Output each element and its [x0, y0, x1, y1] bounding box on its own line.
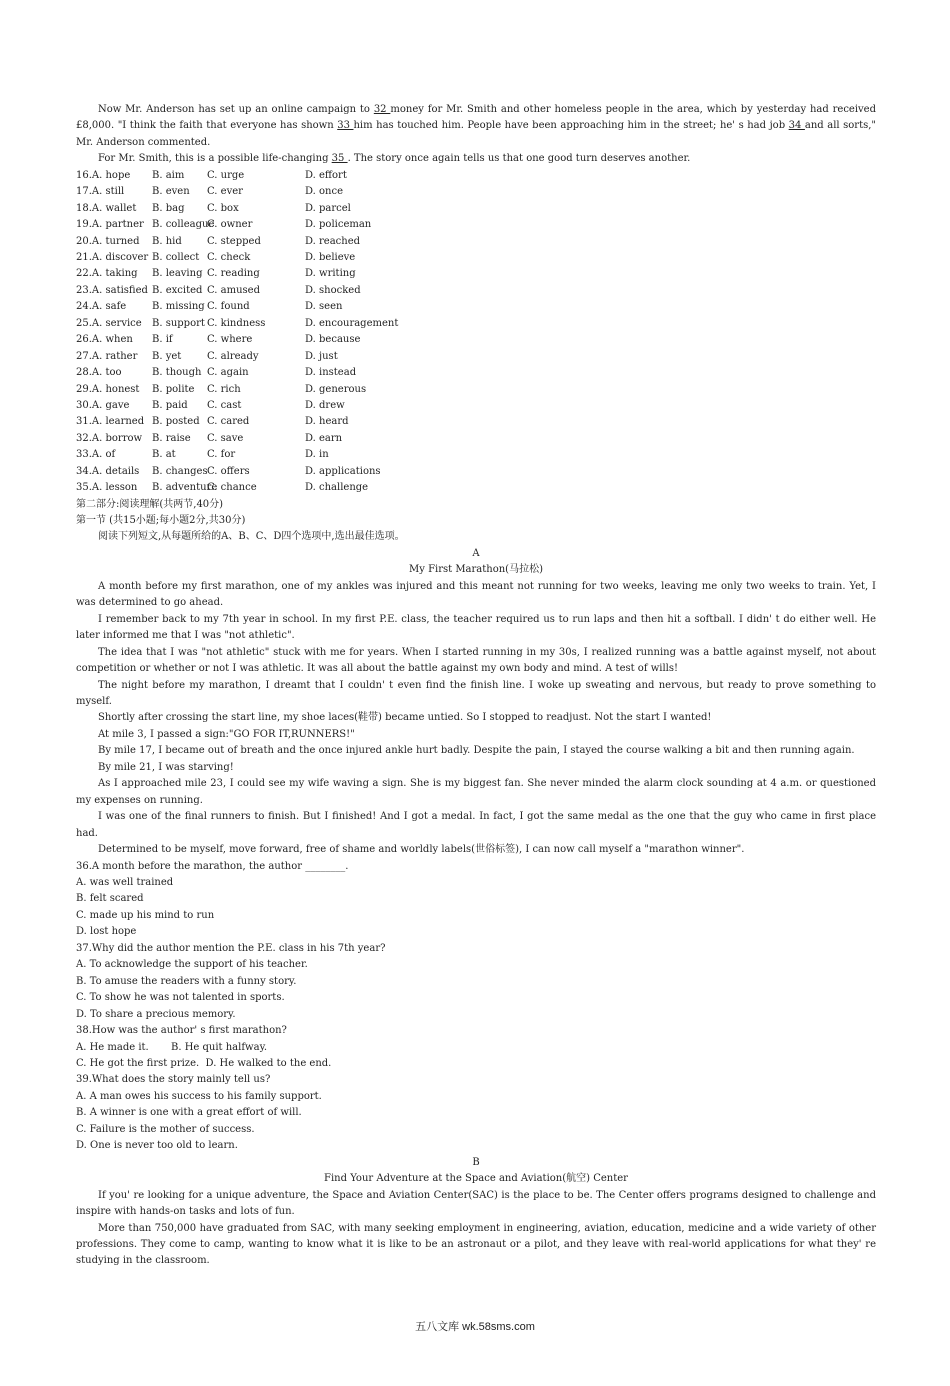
document-page	[76, 102, 876, 1270]
option-text: A. borrow	[91, 432, 143, 444]
option-d: D. writing	[305, 268, 356, 280]
option-a	[76, 299, 126, 315]
question-line: C. He got the first prize. D. He walked to the end.	[76, 1057, 332, 1069]
text-run: and all sorts," Mr. Anderson commented.	[76, 120, 876, 148]
option-text: A. of	[91, 449, 116, 461]
question-number: 25.	[76, 317, 92, 329]
option-row	[76, 414, 876, 430]
option-c: C. owner	[207, 219, 253, 231]
option-a	[76, 217, 144, 233]
option-d: D. policeman	[305, 219, 372, 231]
option-a	[76, 480, 137, 496]
option-a	[76, 365, 122, 381]
paragraph: At mile 3, I passed a sign:"GO FOR IT,RUNNERS!"	[98, 728, 355, 740]
option-c: C. cast	[207, 399, 242, 411]
question-number: 30.	[76, 399, 92, 411]
option-c: C. check	[207, 252, 251, 263]
option-b: B. polite	[152, 383, 195, 395]
option-d: D. because	[305, 334, 361, 346]
option-b: B. colleague	[152, 219, 215, 231]
option-c: C. again	[207, 367, 249, 379]
option-text: A. service	[91, 317, 142, 329]
question-line: C. To show he was not talented in sports.	[76, 992, 285, 1004]
cloze-paragraph-1	[76, 102, 876, 151]
blank-34: 34	[788, 120, 805, 132]
passage-b-title: Find Your Adventure at the Space and Aviation(航空) Center	[324, 1173, 628, 1185]
option-b: B. even	[152, 186, 190, 198]
option-row	[76, 250, 876, 266]
question-line: 37.Why did the author mention the P.E. class in his 7th year?	[76, 942, 386, 954]
option-d: D. earn	[305, 432, 343, 444]
question-number: 17.	[76, 186, 92, 198]
option-row	[76, 201, 876, 217]
text-run: money for Mr. Smith and other homeless people in the area, which by yesterday had received £8,000. "I think the faith that everyone has shown	[76, 104, 877, 132]
instruction: 阅读下列短文,从每题所给的A、B、C、D四个选项中,选出最佳选项。	[98, 531, 405, 543]
option-text: A. satisfied	[91, 284, 148, 296]
option-a	[76, 201, 136, 217]
question-number: 35.	[76, 482, 92, 494]
question-number: 20.	[76, 235, 92, 247]
passage-a-title: My First Marathon(马拉松)	[409, 564, 543, 576]
option-row	[76, 349, 876, 365]
option-row	[76, 398, 876, 414]
question-line: C. made up his mind to run	[76, 909, 215, 921]
paragraph: By mile 17, I became out of breath and the once injured ankle hurt badly. Despite the pain, I stayed the course walking a bit and then running again.	[98, 745, 855, 757]
passage-a-questions	[76, 859, 876, 1155]
paragraph: Determined to be myself, move forward, free of shame and worldly labels(世俗标签), I can now call myself a "marathon winner".	[98, 844, 745, 856]
question-line: A. He made it. B. He quit halfway.	[76, 1041, 268, 1053]
option-d: D. applications	[305, 465, 381, 477]
paragraph: More than 750,000 have graduated from SAC, with many seeking employment in engineering, aviation, education, medicine and a wide variety of other professions. They come to camp, wanting to know what it is like to be an astronaut or a pilot, and they leave with real-world applications for what they' re studying in the classroom.	[76, 1222, 876, 1267]
paragraph: A month before my first marathon, one of my ankles was injured and this meant not running for two weeks, leaving me only two weeks to train. Yet, I was determined to go ahead.	[76, 580, 876, 609]
option-d: D. heard	[305, 416, 349, 428]
option-d: D. reached	[305, 235, 361, 247]
question-line: D. One is never too old to learn.	[76, 1140, 238, 1152]
option-b: B. yet	[152, 350, 182, 362]
passage-b-label: B	[472, 1156, 480, 1168]
option-b: B. at	[152, 449, 176, 461]
option-c: C. offers	[207, 465, 250, 477]
option-a	[76, 431, 142, 447]
option-c: C. urge	[207, 169, 245, 181]
option-row	[76, 332, 876, 348]
question-line: C. Failure is the mother of success.	[76, 1123, 255, 1135]
option-c: C. rich	[207, 383, 241, 395]
question-number: 27.	[76, 350, 92, 362]
option-d: D. parcel	[305, 202, 351, 214]
question-number: 31.	[76, 416, 92, 428]
footer-watermark: 五八文库 wk.58sms.com	[415, 1321, 535, 1333]
option-d: D. believe	[305, 252, 356, 263]
option-b: B. bag	[152, 202, 185, 214]
option-c: C. amused	[207, 284, 260, 296]
option-a	[76, 414, 144, 430]
question-number: 28.	[76, 367, 92, 379]
question-number: 33.	[76, 449, 92, 461]
option-text: A. hope	[91, 169, 131, 181]
question-number: 29.	[76, 383, 92, 395]
option-row	[76, 283, 876, 299]
option-text: A. lesson	[91, 482, 138, 494]
option-a	[76, 398, 129, 414]
question-number: 19.	[76, 219, 92, 231]
option-text: A. partner	[91, 219, 144, 231]
option-d: D. once	[305, 186, 343, 198]
option-text: A. learned	[91, 416, 145, 428]
option-text: A. taking	[91, 268, 138, 280]
question-line: B. felt scared	[76, 893, 144, 905]
passage-b-body	[76, 1188, 876, 1270]
option-row	[76, 234, 876, 250]
option-text: A. too	[91, 367, 122, 379]
option-b: B. leaving	[152, 268, 203, 280]
question-number: 26.	[76, 334, 92, 346]
option-row	[76, 431, 876, 447]
option-a	[76, 184, 124, 200]
paragraph: I was one of the final runners to finish. But I finished! And I got a medal. In fact, I got the same medal as the one that the guy who came in first place had.	[76, 811, 876, 839]
option-c: C. already	[207, 350, 259, 362]
option-b: B. hid	[152, 235, 182, 247]
question-number: 34.	[76, 465, 92, 477]
option-c: C. stepped	[207, 235, 261, 247]
option-d: D. effort	[305, 169, 347, 181]
options-list	[76, 168, 876, 497]
option-text: A. when	[91, 334, 133, 346]
option-row	[76, 168, 876, 184]
option-a	[76, 316, 142, 332]
cloze-paragraph-2	[76, 151, 876, 167]
option-b: B. posted	[152, 416, 200, 428]
option-b: B. paid	[152, 399, 188, 411]
option-row	[76, 365, 876, 381]
question-line: B. A winner is one with a great effort of will.	[76, 1107, 302, 1119]
option-text: A. discover	[91, 252, 149, 263]
option-b: B. support	[152, 317, 205, 329]
question-line: D. lost hope	[76, 926, 137, 938]
option-text: A. details	[91, 465, 140, 477]
paragraph: The night before my marathon, I dreamt that I couldn' t even find the finish line. I woke up sweating and nervous, but ready to prove something to myself.	[76, 679, 876, 707]
question-line: A. was well trained	[76, 876, 174, 888]
blank-33: 33	[337, 120, 354, 132]
text-run: Now Mr. Anderson has set up an online campaign to	[98, 104, 374, 115]
option-row	[76, 480, 876, 496]
question-line: A. To acknowledge the support of his teacher.	[76, 959, 308, 971]
passage-a-label: A	[472, 547, 480, 559]
question-number: 21.	[76, 252, 92, 263]
option-b: B. excited	[152, 284, 203, 296]
option-a	[76, 266, 138, 282]
option-b: B. adventure	[152, 482, 218, 494]
option-row	[76, 447, 876, 463]
option-b: B. raise	[152, 432, 191, 444]
paragraph: I remember back to my 7th year in school. In my first P.E. class, the teacher required us to run laps and then hit a softball. I didn' t do either well. He later informed me that I was "not athletic".	[76, 613, 876, 642]
option-row	[76, 266, 876, 282]
option-row	[76, 316, 876, 332]
option-a	[76, 332, 133, 348]
option-a	[76, 283, 148, 299]
option-row	[76, 299, 876, 315]
option-c: C. reading	[207, 268, 260, 280]
option-a	[76, 349, 137, 365]
option-b: B. if	[152, 334, 173, 346]
option-a	[76, 250, 148, 266]
option-text: A. safe	[91, 301, 127, 313]
blank-35: 35	[331, 153, 348, 165]
paragraph: Shortly after crossing the start line, my shoe laces(鞋带) became untied. So I stopped to readjust. Not the start I wanted!	[98, 712, 712, 724]
part2-title: 第二部分:阅读理解(共两节,40分)	[76, 498, 224, 510]
option-d: D. drew	[305, 399, 345, 411]
question-line: 39.What does the story mainly tell us?	[76, 1074, 271, 1086]
option-b: B. though	[152, 367, 202, 379]
question-number: 24.	[76, 301, 92, 313]
question-number: 22.	[76, 268, 92, 280]
option-a	[76, 234, 139, 250]
option-row	[76, 217, 876, 233]
option-d: D. in	[305, 449, 329, 461]
option-text: A. turned	[91, 235, 140, 247]
paragraph: If you' re looking for a unique adventure, the Space and Aviation Center(SAC) is the place to be. The Center offers programs designed to challenge and inspire with hands-on tasks and lots of fun.	[76, 1189, 876, 1218]
option-c: C. kindness	[207, 317, 266, 329]
option-a	[76, 447, 115, 463]
option-d: D. seen	[305, 301, 343, 313]
section1-title: 第一节 (共15小题;每小题2分,共30分)	[76, 515, 246, 527]
paragraph: By mile 21, I was starving!	[98, 761, 234, 773]
text-run: For Mr. Smith, this is a possible life-changing	[98, 153, 332, 165]
option-b: B. missing	[152, 301, 205, 313]
option-row	[76, 184, 876, 200]
option-c: C. where	[207, 334, 253, 346]
option-row	[76, 464, 876, 480]
option-c: C. chance	[207, 482, 257, 494]
text-run: him has touched him. People have been approaching him in the street; he' s had job	[353, 120, 789, 132]
option-c: C. box	[207, 202, 239, 214]
option-b: B. changes	[152, 465, 208, 477]
option-b: B. aim	[152, 169, 185, 181]
paragraph: As I approached mile 23, I could see my wife waving a sign. She is my biggest fan. She never minded the alarm clock sounding at 4 a.m. or questioned my expenses on running.	[76, 778, 876, 806]
option-d: D. generous	[305, 383, 367, 395]
option-b: B. collect	[152, 252, 200, 263]
option-c: C. for	[207, 449, 236, 461]
option-c: C. cared	[207, 416, 250, 428]
question-line: D. To share a precious memory.	[76, 1008, 236, 1020]
option-c: C. ever	[207, 186, 243, 198]
option-a	[76, 168, 130, 184]
option-d: D. shocked	[305, 284, 361, 296]
question-line: 38.How was the author' s first marathon?	[76, 1025, 287, 1037]
question-number: 16.	[76, 169, 92, 181]
option-d: D. instead	[305, 367, 357, 379]
option-text: A. wallet	[91, 202, 137, 214]
question-number: 18.	[76, 202, 92, 214]
question-number: 23.	[76, 284, 92, 296]
option-text: A. still	[91, 186, 125, 198]
question-line: 36.A month before the marathon, the author ________.	[76, 860, 349, 872]
text-run: . The story once again tells us that one good turn deserves another.	[347, 153, 691, 165]
option-c: C. found	[207, 301, 250, 313]
question-line: B. To amuse the readers with a funny story.	[76, 975, 297, 987]
paragraph: The idea that I was "not athletic" stuck with me for years. When I started running in my 30s, I realized running was a battle against myself, not about competition or whether or not I was athletic. It was all about the battle against my own body and mind. A test of wills!	[76, 646, 876, 675]
passage-a-body	[76, 579, 876, 859]
blank-32: 32	[373, 104, 391, 115]
option-text: A. rather	[91, 350, 138, 362]
question-number: 32.	[76, 432, 92, 444]
option-text: A. gave	[91, 399, 130, 411]
option-d: D. challenge	[305, 482, 369, 494]
option-row	[76, 382, 876, 398]
option-c: C. save	[207, 432, 244, 444]
option-d: D. just	[305, 350, 338, 362]
option-a	[76, 382, 139, 398]
option-d: D. encouragement	[305, 317, 399, 329]
option-text: A. honest	[91, 383, 140, 395]
option-a	[76, 464, 139, 480]
question-line: A. A man owes his success to his family support.	[76, 1090, 322, 1102]
